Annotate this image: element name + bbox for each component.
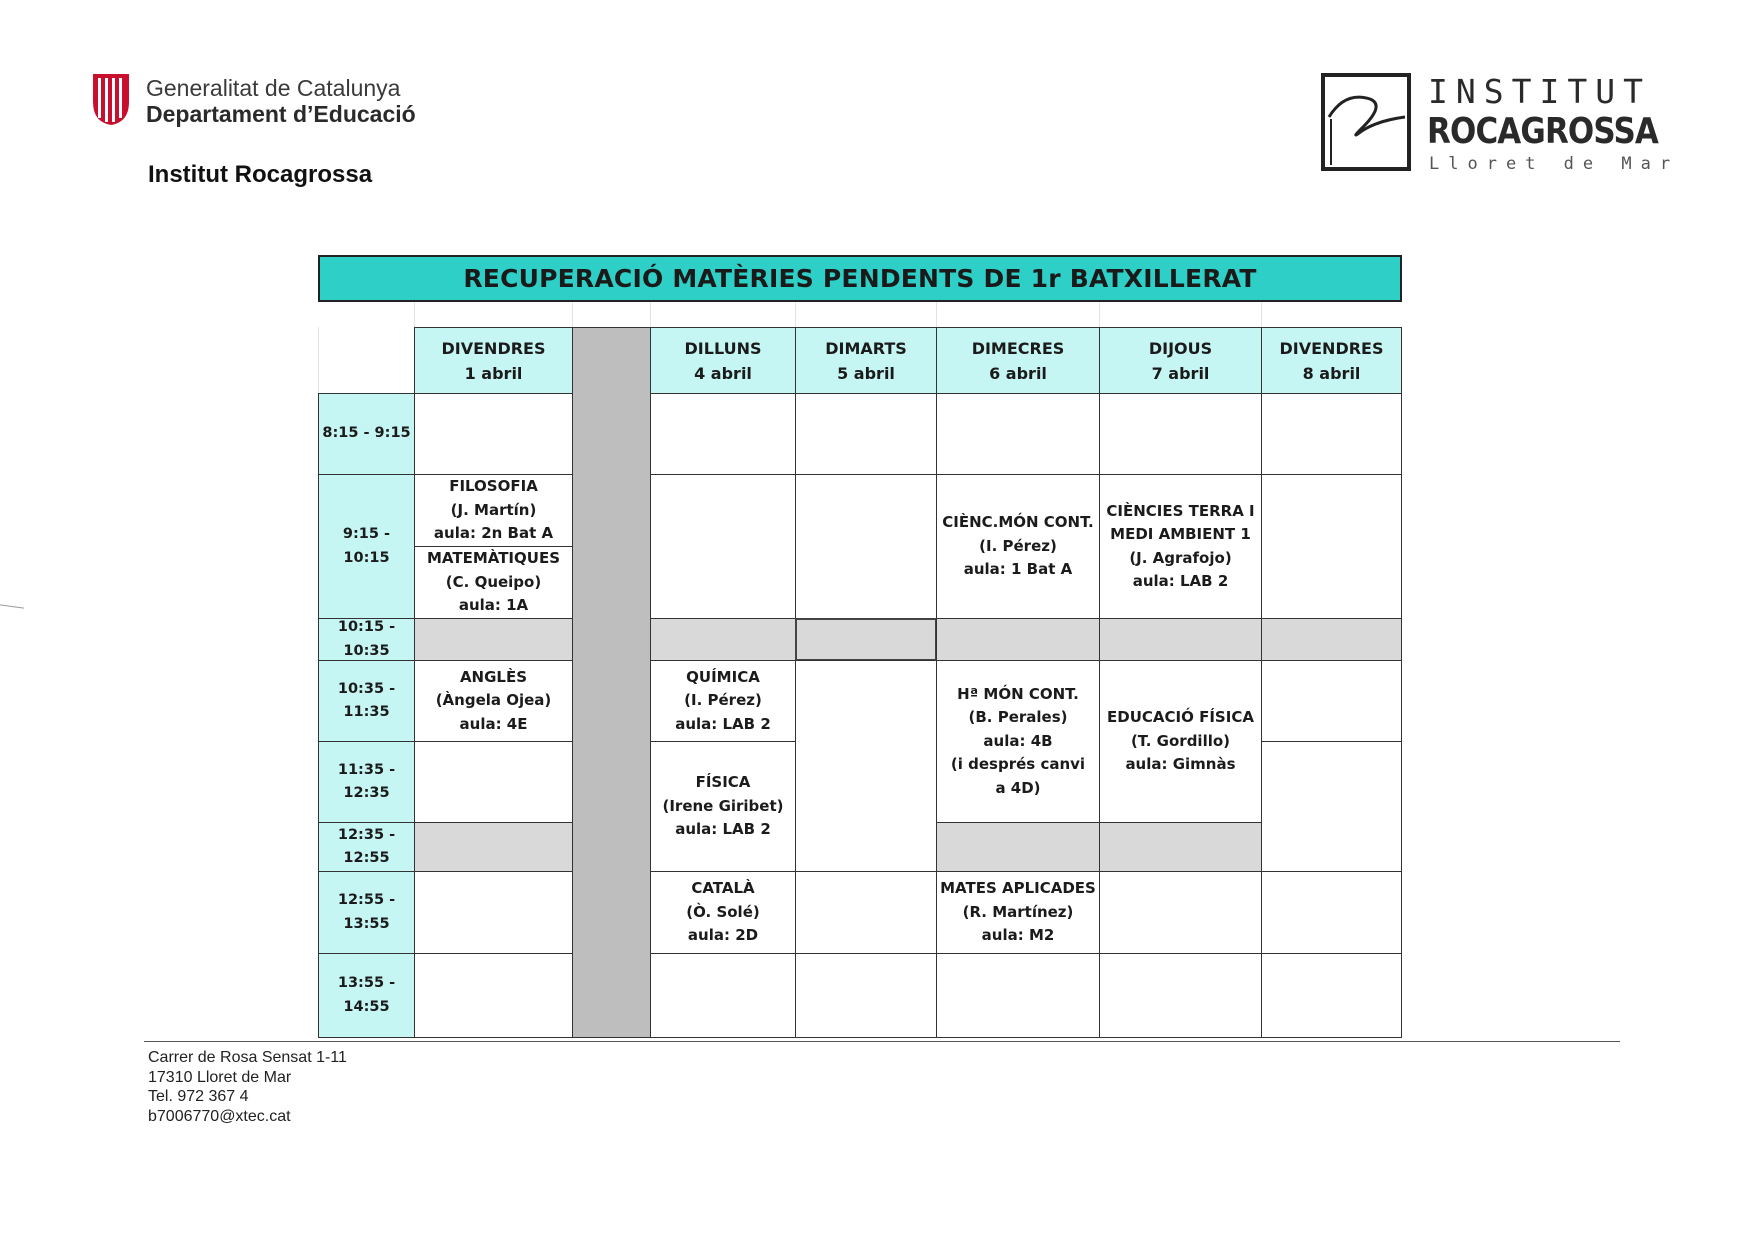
exam-ha-mon-cont: Hª MÓN CONT. (B. Perales) aula: 4B (i després canvi a 4D) xyxy=(936,660,1100,823)
day-header: DIMECRES 6 abril xyxy=(936,327,1100,394)
day-header: DIMARTS 5 abril xyxy=(795,327,937,394)
footer-phone: Tel. 972 367 4 xyxy=(148,1088,249,1105)
grid-hint xyxy=(1099,302,1100,327)
exam-filosofia: FILOSOFIA (J. Martín) aula: 2n Bat A xyxy=(414,474,573,547)
empty-cell xyxy=(795,393,937,475)
grid-hint xyxy=(650,302,651,327)
empty-cell xyxy=(1099,953,1262,1038)
empty-cell xyxy=(795,871,937,954)
empty-cell xyxy=(1261,660,1402,742)
empty-cell xyxy=(1099,871,1262,954)
day-header: DIVENDRES 8 abril xyxy=(1261,327,1402,394)
empty-cell xyxy=(1261,474,1402,619)
break-cell xyxy=(414,822,573,872)
exam-angles: ANGLÈS (Àngela Ojea) aula: 4E xyxy=(414,660,573,742)
grid-hint xyxy=(414,302,415,327)
exam-matematiques: MATEMÀTIQUES (C. Queipo) aula: 1A xyxy=(414,546,573,619)
empty-cell xyxy=(1261,741,1402,872)
empty-cell xyxy=(936,393,1100,475)
time-slot: 9:15 - 10:15 xyxy=(318,474,415,619)
break-cell xyxy=(1099,618,1262,661)
selected-break-cell[interactable] xyxy=(795,618,937,661)
exam-mates-aplicades: MATES APLICADES (R. Martínez) aula: M2 xyxy=(936,871,1100,954)
generalitat-logo xyxy=(91,72,541,132)
break-cell xyxy=(650,618,796,661)
empty-cell xyxy=(795,953,937,1038)
logo-swoosh-icon xyxy=(1325,77,1407,167)
footer-address: Carrer de Rosa Sensat 1-11 xyxy=(148,1049,347,1066)
grid-hint xyxy=(936,302,937,327)
footer-email: b7006770@xtec.cat xyxy=(148,1107,291,1125)
footer-address-block xyxy=(148,1048,347,1126)
grid-hint xyxy=(572,302,573,327)
institut-word: INSTITUT xyxy=(1428,72,1651,111)
school-name: Institut Rocagrossa xyxy=(148,161,373,188)
time-slot: 10:15 - 10:35 xyxy=(318,618,415,661)
empty-cell xyxy=(650,393,796,475)
empty-cell xyxy=(1261,393,1402,475)
empty-cell xyxy=(795,474,937,619)
timetable-title: RECUPERACIÓ MATÈRIES PENDENTS DE 1r BATXILLERAT xyxy=(318,255,1402,302)
footer-divider xyxy=(144,1041,1620,1042)
generalitat-name: Generalitat de Catalunya xyxy=(146,75,401,101)
empty-cell xyxy=(414,393,573,475)
day-header: DIJOUS 7 abril xyxy=(1099,327,1262,394)
empty-cell xyxy=(795,660,937,872)
time-slot: 13:55 - 14:55 xyxy=(318,953,415,1038)
grid-hint xyxy=(1261,302,1262,327)
break-cell xyxy=(1261,618,1402,661)
time-slot: 12:55 - 13:55 xyxy=(318,871,415,954)
break-cell xyxy=(414,618,573,661)
exam-catala: CATALÀ (Ò. Solé) aula: 2D xyxy=(650,871,796,954)
exam-ciencies-terra: CIÈNCIES TERRA I MEDI AMBIENT 1 (J. Agrafojo) aula: LAB 2 xyxy=(1099,474,1262,619)
empty-cell xyxy=(1261,871,1402,954)
footer-city: 17310 Lloret de Mar xyxy=(148,1068,292,1086)
institut-name: ROCAGROSSA xyxy=(1427,111,1658,152)
exam-quimica: QUÍMICA (I. Pérez) aula: LAB 2 xyxy=(650,660,796,742)
empty-cell xyxy=(650,953,796,1038)
break-cell xyxy=(1099,822,1262,872)
day-header: DIVENDRES 1 abril xyxy=(414,327,573,394)
empty-cell xyxy=(936,953,1100,1038)
timetable xyxy=(318,255,1402,1037)
time-slot: 10:35 - 11:35 xyxy=(318,660,415,742)
time-slot: 11:35 - 12:35 xyxy=(318,741,415,823)
margin-mark xyxy=(0,604,24,608)
weekend-separator xyxy=(572,327,651,1038)
empty-cell xyxy=(414,871,573,954)
empty-cell xyxy=(414,953,573,1038)
exam-educacio-fisica: EDUCACIÓ FÍSICA (T. Gordillo) aula: Gimnàs xyxy=(1099,660,1262,823)
exam-cienc-mon-cont: CIÈNC.MÓN CONT. (I. Pérez) aula: 1 Bat A xyxy=(936,474,1100,619)
institut-logo-box xyxy=(1321,73,1411,171)
empty-cell xyxy=(414,741,573,823)
institut-town: Lloret de Mar xyxy=(1429,154,1680,174)
grid-hint xyxy=(318,327,319,394)
empty-cell xyxy=(650,474,796,619)
time-slot: 12:35 - 12:55 xyxy=(318,822,415,872)
day-header: DILLUNS 4 abril xyxy=(650,327,796,394)
empty-cell xyxy=(1099,393,1262,475)
empty-cell xyxy=(1261,953,1402,1038)
break-cell xyxy=(936,822,1100,872)
break-cell xyxy=(936,618,1100,661)
exam-fisica: FÍSICA (Irene Giribet) aula: LAB 2 xyxy=(650,741,796,872)
department-name: Departament d’Educació xyxy=(146,101,416,127)
grid-hint xyxy=(795,302,796,327)
generalitat-emblem-icon xyxy=(91,72,131,126)
time-slot: 8:15 - 9:15 xyxy=(318,393,415,475)
institut-logo xyxy=(1321,72,1680,174)
